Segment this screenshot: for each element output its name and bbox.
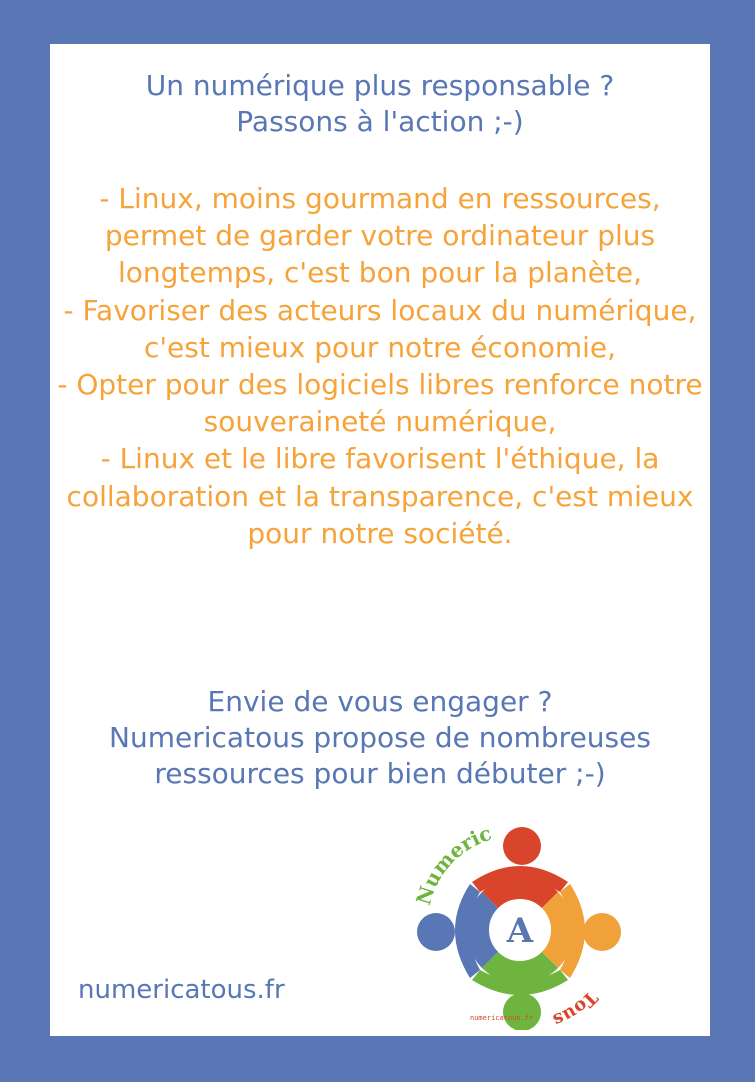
- cta-line-2: Numericatous propose de nombreuses ressources pour bien débuter ;-): [109, 721, 651, 790]
- logo-head-red: [503, 827, 541, 865]
- benefit-item: - Favoriser des acteurs locaux du numérique, c'est mieux pour notre économie,: [63, 293, 697, 364]
- logo-center-letter: A: [506, 911, 534, 951]
- poster-heading: [50, 68, 710, 140]
- logo-head-green: [503, 993, 541, 1030]
- benefit-item: - Linux et le libre favorisent l'éthique, la collaboration et la transparence, c'est mieux pour notre société.: [66, 442, 694, 550]
- website-link[interactable]: numericatous.fr: [78, 975, 285, 1005]
- numericatous-logo: [410, 820, 630, 1030]
- benefits-list: [54, 180, 706, 552]
- poster-card: [50, 44, 710, 1036]
- heading-line-2: Passons à l'action ;-): [236, 105, 524, 138]
- call-to-action: [50, 684, 710, 792]
- logo-head-blue: [417, 913, 455, 951]
- benefit-item: - Opter pour des logiciels libres renforce notre souveraineté numérique,: [57, 368, 703, 439]
- logo-arc-text-bottom: Tous: [549, 986, 602, 1030]
- logo-small-text: numericatous.fr: [470, 1014, 534, 1022]
- benefit-item: - Linux, moins gourmand en ressources, permet de garder votre ordinateur plus longtemps, c'est bon pour la planète,: [99, 182, 661, 290]
- heading-line-1: Un numérique plus responsable ?: [145, 69, 615, 102]
- cta-line-1: Envie de vous engager ?: [207, 685, 553, 718]
- logo-head-orange: [583, 913, 621, 951]
- logo-arc-text-top: Numeric: [411, 820, 495, 908]
